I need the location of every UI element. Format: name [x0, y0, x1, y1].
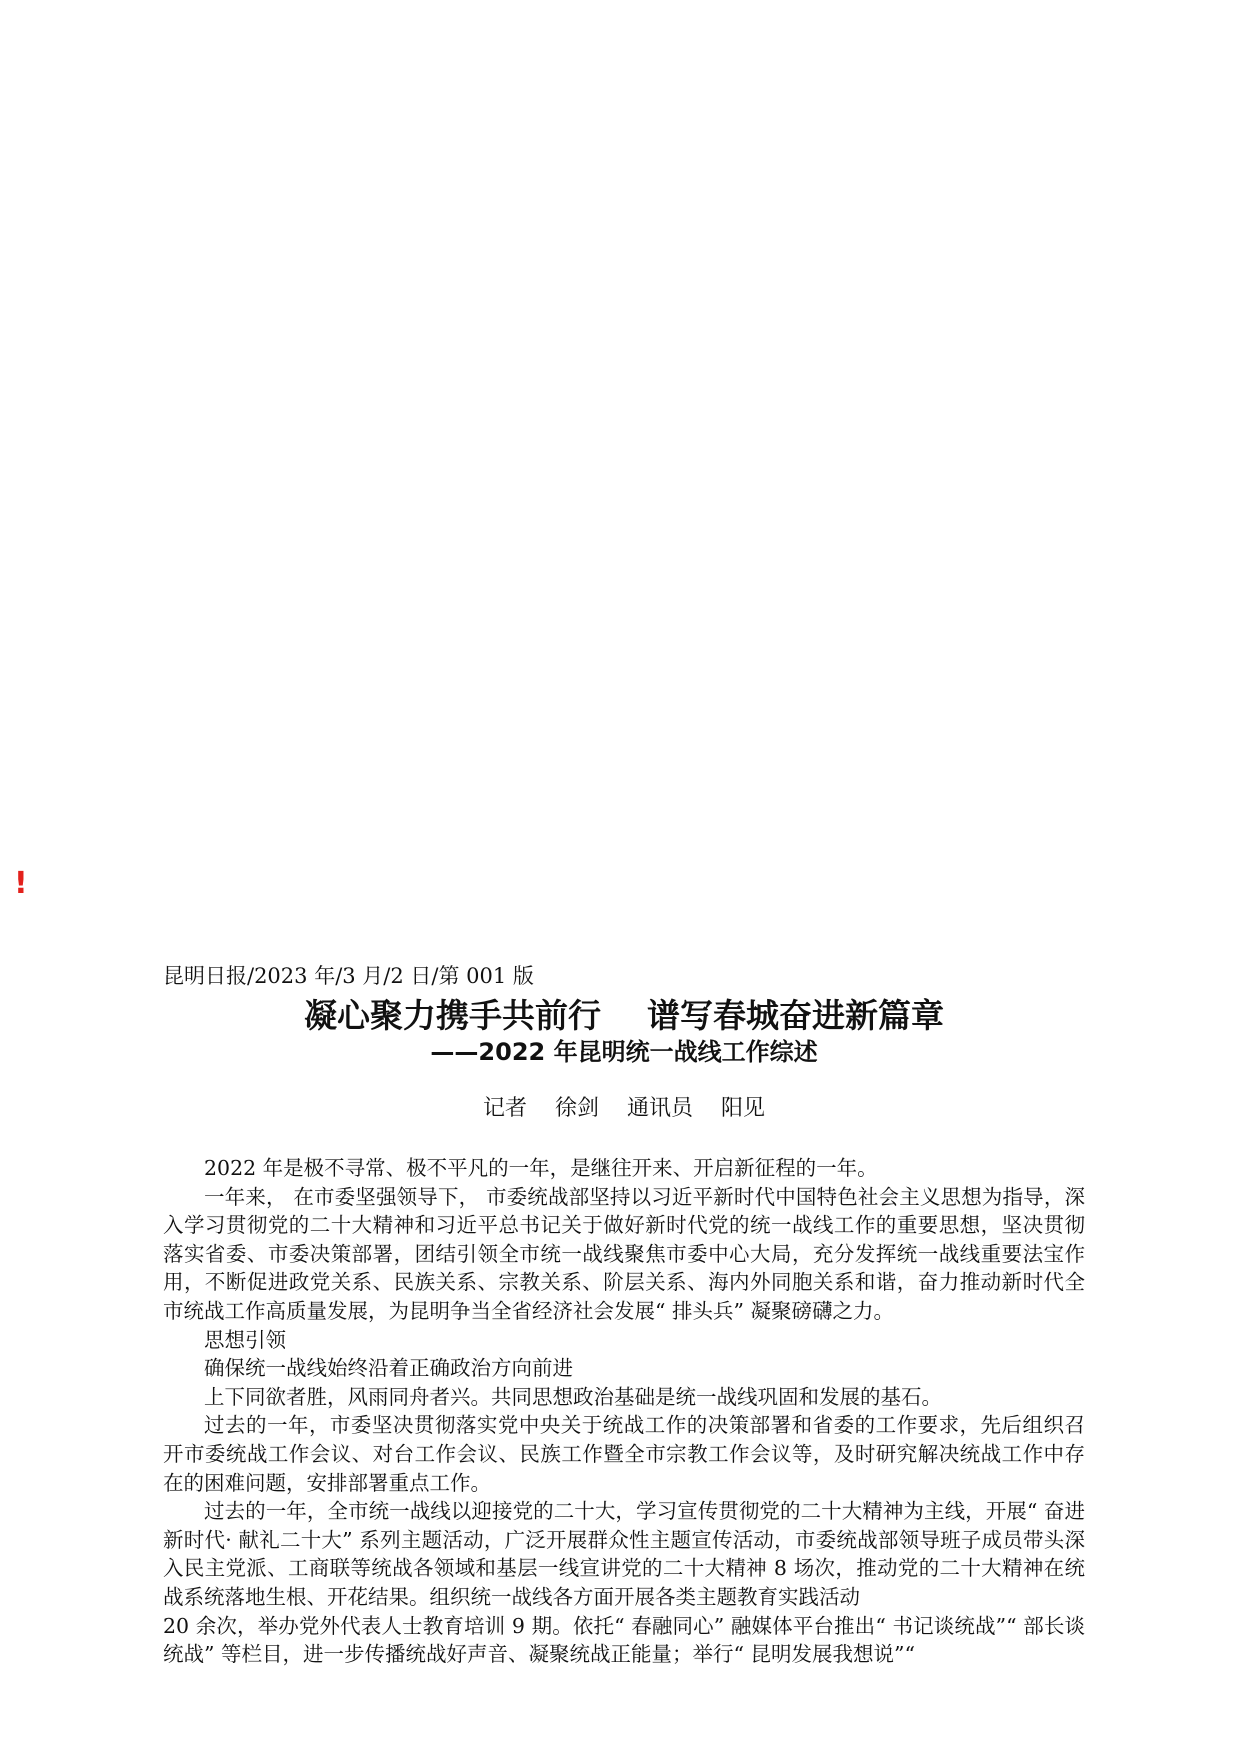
paragraph: 2022 年是极不寻常、极不平凡的一年，是继往开来、开启新征程的一年。	[204, 1156, 878, 1180]
paragraph: 过去的一年，全市统一战线以迎接党的二十大，学习宣传贯彻党的二十大精神为主线，开展“ 奋进新时代· 献礼二十大” 系列主题活动，广泛开展群众性主题宣传活动，市委统战部领导班子成员带头深入民主党派、工商联等统战各领域和基层一线宣讲党的二十大精神 8 场次，推动党的二十大精神在统战系统落地生根、开花结果。组织统一战线各方面开展各类主题教育实践活动	[163, 1499, 1085, 1609]
article-title: 凝心聚力携手共前行 谱写春城奋进新篇章	[304, 996, 944, 1035]
article-source: 昆明日报/2023 年/3 月/2 日/第 001 版	[163, 964, 534, 988]
article-byline: 记者 徐剑 通讯员 阳见	[483, 1096, 765, 1121]
paragraph: 一年来， 在市委坚强领导下， 市委统战部坚持以习近平新时代中国特色社会主义思想为指导，深入学习贯彻党的二十大精神和习近平总书记关于做好新时代党的统一战线工作的重要思想，坚决贯彻落实省委、市委决策部署，团结引领全市统一战线聚焦市委中心大局，充分发挥统一战线重要法宝作用，不断促进政党关系、民族关系、宗教关系、阶层关系、海内外同胞关系和谐，奋力推动新时代全市统战工作高质量发展，为昆明争当全省经济社会发展“ 排头兵” 凝聚磅礴之力。	[163, 1184, 1085, 1323]
article	[163, 962, 1085, 1669]
section-heading: 思想引领	[204, 1327, 286, 1352]
red-exclamation-mark: !	[14, 866, 28, 901]
article-subtitle: ——2022 年昆明统一战线工作综述	[430, 1038, 818, 1066]
paragraph-continuation: 20 余次，举办党外代表人士教育培训 9 期。依托“ 春融同心” 融媒体平台推出“ 书记谈统战”“ 部长谈统战” 等栏目，进一步传播统战好声音、凝聚统战正能量；举行“ 昆明发展我想说”“	[163, 1613, 1085, 1667]
section-subheading: 确保统一战线始终沿着正确政治方向前进	[204, 1356, 573, 1381]
article-body	[163, 1154, 1085, 1669]
paragraph: 上下同欲者胜，风雨同舟者兴。共同思想政治基础是统一战线巩固和发展的基石。	[204, 1384, 942, 1409]
paragraph: 过去的一年，市委坚决贯彻落实党中央关于统战工作的决策部署和省委的工作要求，先后组织召开市委统战工作会议、对台工作会议、民族工作暨全市宗教工作会议等，及时研究解决统战工作中存在的困难问题，安排部署重点工作。	[163, 1413, 1085, 1495]
